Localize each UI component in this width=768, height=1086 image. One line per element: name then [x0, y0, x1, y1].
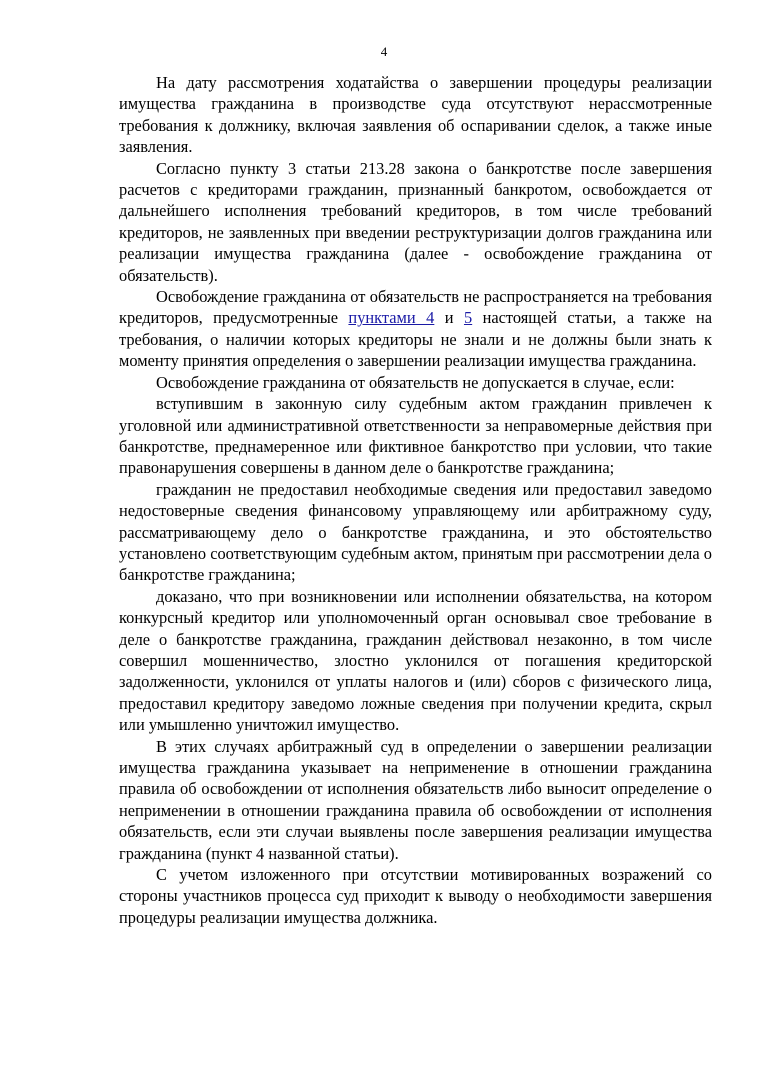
link-clause-5[interactable]: 5 — [463, 308, 473, 328]
document-body — [119, 72, 712, 928]
paragraph-condition-liability: вступившим в законную силу судебным актом гражданин привлечен к уголовной или административной ответственности за неправомерные действия при банкротстве, преднамеренное или фиктивное банкротство при условии, что такие правонарушения совершены в данном деле о банкротстве гражданина; — [119, 394, 712, 478]
link-clauses-4[interactable]: пунктами 4 — [348, 308, 435, 328]
paragraph-no-pending-claims: На дату рассмотрения ходатайства о завершении процедуры реализации имущества гражданина в производстве суда отсутствуют нерассмотренные требования к должнику, включая заявления об оспаривании сделок, а также иные заявления. — [119, 73, 712, 157]
paragraph-condition-unlawful-actions: доказано, что при возникновении или исполнении обязательства, на котором конкурсный кредитор или уполномоченный орган основывал свое требование в деле о банкротстве гражданина, гражданин действовал незаконно, в том числе совершил мошенничество, злостно уклонился от погашения кредиторской задолженности, уклонился от уплаты налогов и (или) сборов с физического лица, предоставил кредитору заведомо ложные сведения при получении кредита, скрыл или умышленно уничтожил имущество. — [119, 586, 712, 735]
paragraph-conclusion: С учетом изложенного при отсутствии мотивированных возражений со стороны участников процесса суд приходит к выводу о необходимости завершения процедуры реализации имущества должника. — [119, 865, 712, 927]
paragraph-condition-false-info: гражданин не предоставил необходимые сведения или предоставил заведомо недостоверные сведения финансовому управляющему или арбитражному суду, рассматривающему дело о банкротстве гражданина, и это обстоятельство установлено соответствующим судебным актом, принятым при рассмотрении дела о банкротстве гражданина; — [119, 479, 712, 585]
paragraph-release-not-allowed: Освобождение гражданина от обязательств не допускается в случае, если: — [156, 372, 675, 392]
paragraph-text-part: Освобождение гражданина от обязательств не распространяется на требования кредиторов, предусмотренные — [119, 287, 712, 328]
page-number: 4 — [380, 44, 388, 59]
paragraph-release-from-obligations: Согласно пункту 3 статьи 213.28 закона о банкротстве после завершения расчетов с кредиторами гражданин, признанный банкротом, освобождается от дальнейшего исполнения требований кредиторов, в том числе требований кредиторов, не заявленных при введении реструктуризации долгов гражданина или реализации имущества гражданина (далее - освобождение гражданина от обязательств). — [119, 158, 712, 285]
paragraph-court-determination: В этих случаях арбитражный суд в определении о завершении реализации имущества гражданина указывает на неприменение в отношении гражданина правила об освобождении от исполнения обязательств либо выносит определение о неприменении в отношении гражданина правила об освобождении от исполнения обязательств, если эти случаи выявлены после завершения реализации имущества гражданина (пункт 4 названной статьи). — [119, 736, 712, 863]
paragraph-text-part: и — [434, 308, 464, 328]
paragraph-text-part: настоящей статьи, а также на требования, о наличии которых кредиторы не знали и не должны были знать к моменту принятия определения о завершении реализации имущества гражданина. — [119, 308, 712, 371]
paragraph-release-exceptions — [119, 286, 712, 372]
